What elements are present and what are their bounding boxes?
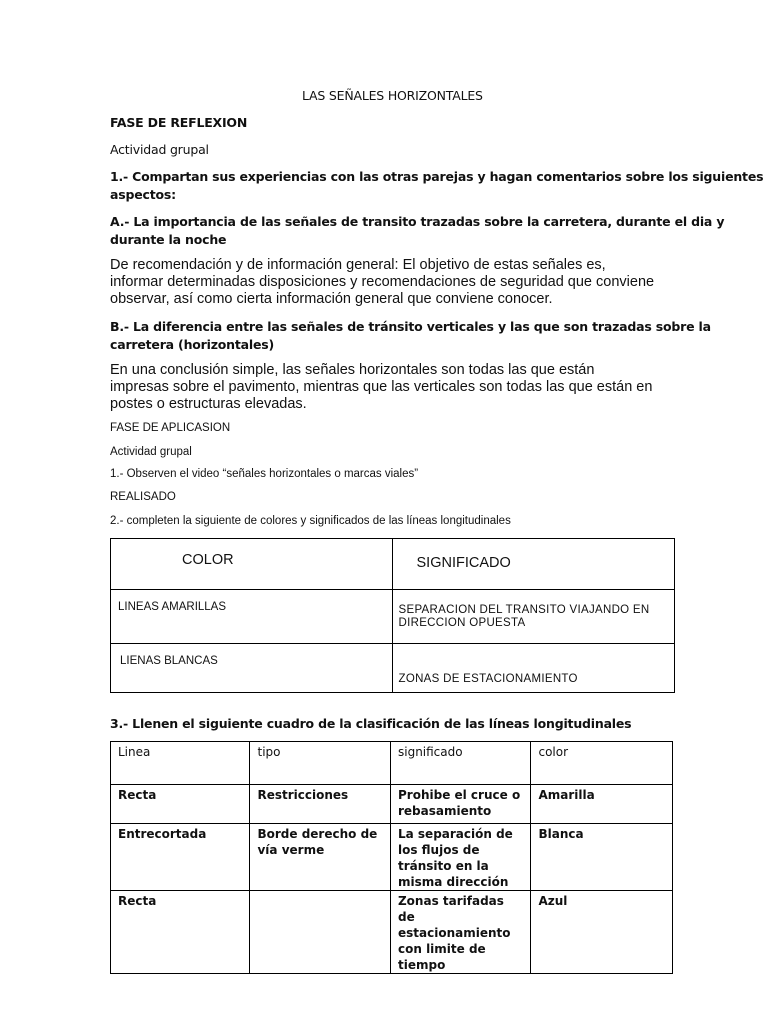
section-fase-reflexion: FASE DE REFLEXION: [110, 115, 248, 130]
table-cell: Recta: [111, 785, 250, 824]
answer-a: De recomendación y de información general: El objetivo de estas señales es, informar determinadas disposiciones y recomendaciones de seguridad que conviene observar, así como cierta información general que conviene conocer.: [110, 257, 655, 307]
table-cell: Prohibe el cruce o rebasamiento: [390, 785, 531, 824]
table-cell: Restricciones: [250, 785, 391, 824]
line-classification-table: [110, 741, 673, 974]
question-a-line-1: A.- La importancia de las señales de transito trazadas sobre la carretera, durante el dia y: [110, 214, 725, 229]
table-row: [111, 785, 673, 824]
table-cell: Azul: [531, 891, 673, 974]
step-1: 1.- Observen el video “señales horizontales o marcas viales”: [110, 468, 419, 480]
table-header-row: [111, 742, 673, 785]
table-cell: [392, 644, 675, 693]
section-fase-aplicacion: FASE DE APLICASION: [110, 422, 231, 434]
table-header-cell: [111, 539, 393, 590]
table-cell: Entrecortada: [111, 824, 250, 891]
table-cell: [111, 644, 393, 693]
activity-label-1: Actividad grupal: [110, 142, 209, 157]
table-row: [111, 891, 673, 974]
step-2: 2.- completen la siguiente de colores y significados de las líneas longitudinales: [110, 515, 511, 527]
header-tipo: tipo: [250, 742, 391, 785]
step-3: 3.- Llenen el siguiente cuadro de la clasificación de las líneas longitudinales: [110, 716, 632, 731]
activity-label-2: Actividad grupal: [110, 446, 192, 458]
cell-separacion: SEPARACION DEL TRANSITO VIAJANDO EN DIRECCION OPUESTA: [398, 604, 650, 629]
table-header-cell: [392, 539, 675, 590]
table-cell: Amarilla: [531, 785, 673, 824]
cell-lienas-blancas: LIENAS BLANCAS: [120, 655, 218, 667]
table-cell: Recta: [111, 891, 250, 974]
cell-lineas-amarillas: LINEAS AMARILLAS: [118, 601, 227, 613]
table-row: [111, 824, 673, 891]
answer-b: En una conclusión simple, las señales horizontales son todas las que están impresas sobre el pavimento, mientras que las verticales son todas las que están en postes o estructuras elevadas.: [110, 362, 653, 412]
header-significado: significado: [390, 742, 531, 785]
question-b-line-2: carretera (horizontales): [110, 337, 274, 352]
question-a-line-2: durante la noche: [110, 232, 227, 247]
table-row: [111, 644, 675, 693]
table-cell: Zonas tarifadas de estacionamiento con limite de tiempo: [390, 891, 531, 974]
question-1-line-2: aspectos:: [110, 187, 176, 202]
table-cell: La separación de los flujos de tránsito en la misma dirección: [390, 824, 531, 891]
question-1-line-1: 1.- Compartan sus experiencias con las otras parejas y hagan comentarios sobre los siguientes: [110, 169, 764, 184]
table-cell: [250, 891, 391, 974]
document-title: LAS SEÑALES HORIZONTALES: [302, 88, 483, 103]
color-meaning-table: [110, 538, 675, 693]
header-color: COLOR: [182, 552, 234, 568]
header-linea: Linea: [111, 742, 250, 785]
table-cell: Borde derecho de vía verme: [250, 824, 391, 891]
table-row: [111, 590, 675, 644]
table-cell: [392, 590, 675, 644]
cell-zonas-estacionamiento: ZONAS DE ESTACIONAMIENTO: [398, 673, 578, 685]
header-significado: SIGNIFICADO: [416, 555, 511, 571]
header-color: color: [531, 742, 673, 785]
question-b-line-1: B.- La diferencia entre las señales de tránsito verticales y las que son trazadas sobre la: [110, 319, 711, 334]
table-cell: [111, 590, 393, 644]
realisado-label: REALISADO: [110, 491, 176, 503]
table-cell: Blanca: [531, 824, 673, 891]
